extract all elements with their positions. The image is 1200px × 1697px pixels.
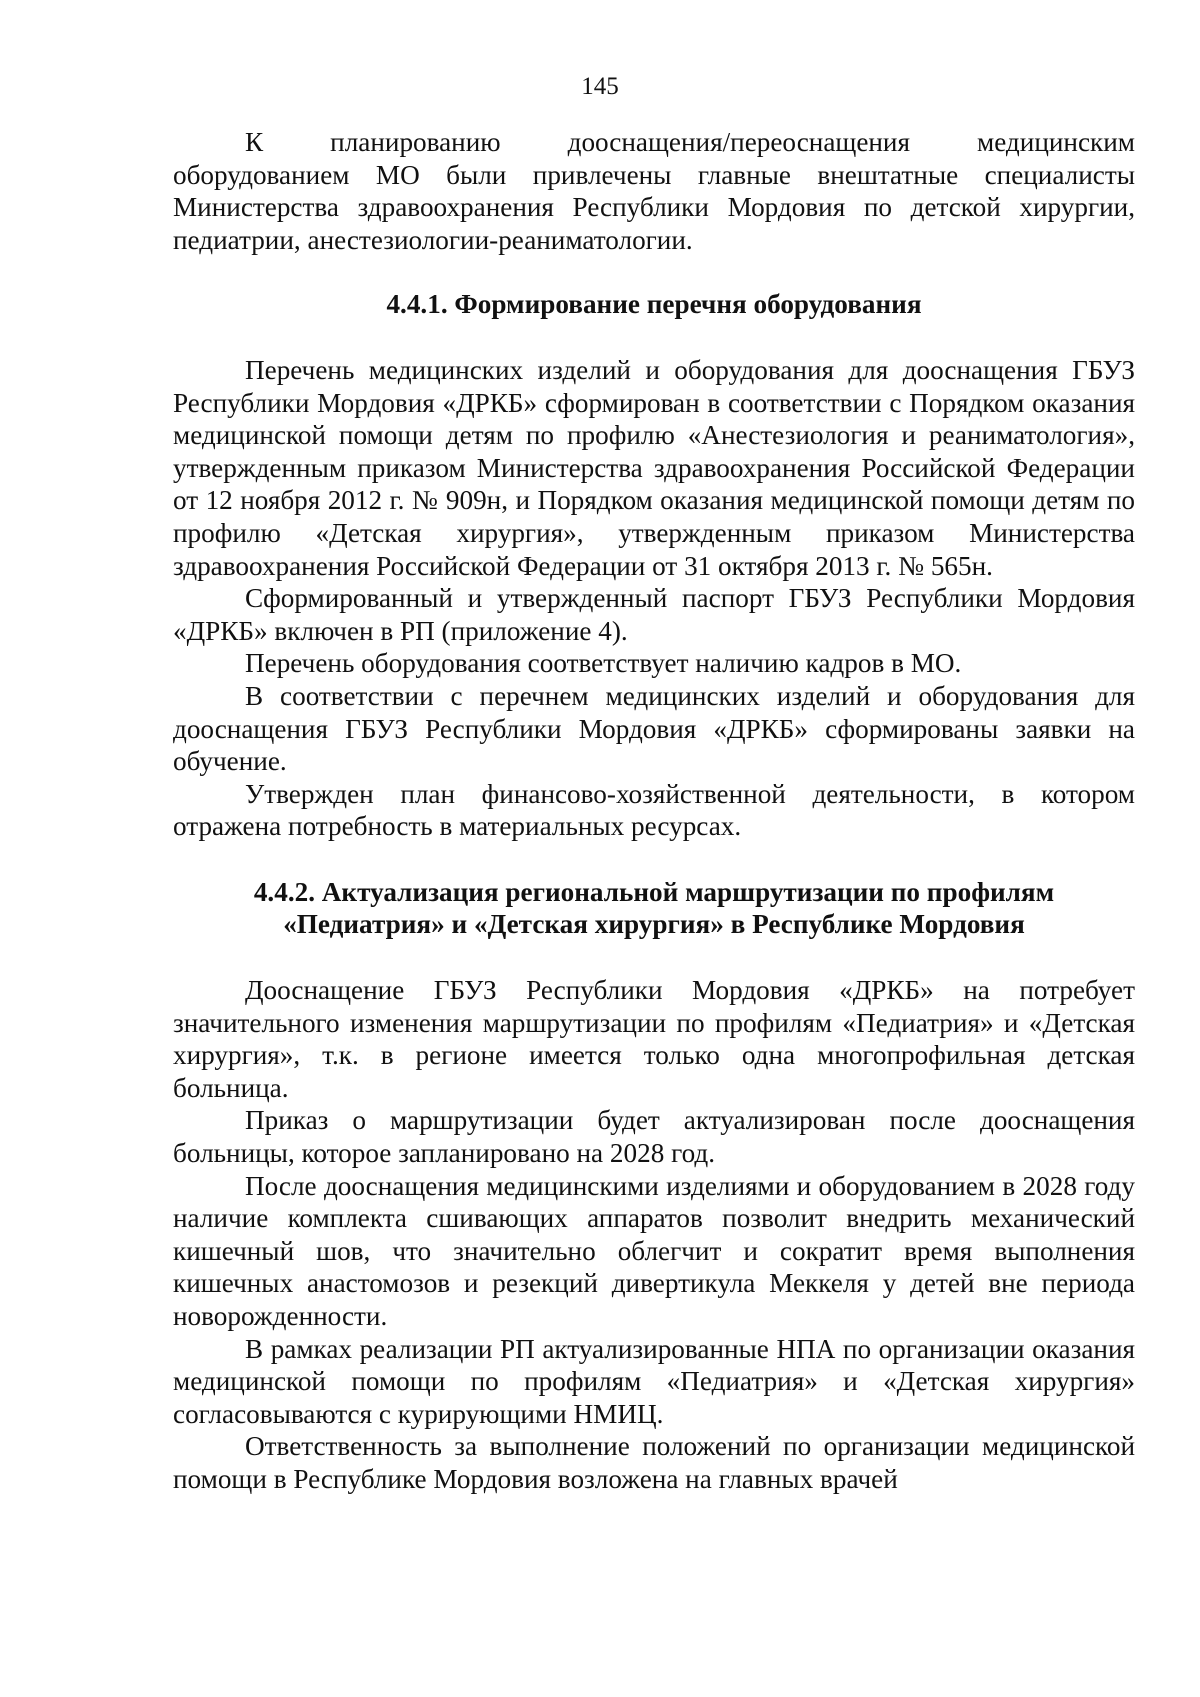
paragraph: В соответствии с перечнем медицинских изделий и оборудования для дооснащения ГБУЗ Республики Мордовия «ДРКБ» сформированы заявки на обучение. [173,680,1135,777]
paragraph: Перечень медицинских изделий и оборудования для дооснащения ГБУЗ Республики Мордовия «ДРКБ» сформирован в соответствии с Порядком оказания медицинской помощи детям по профилю «Анестезиология и реаниматология», утвержденным приказом Министерства здравоохранения Российской Федерации от 12 ноября 2012 г. № 909н, и Порядком оказания медицинской помощи детям по профилю «Детская хирургия», утвержденным приказом Министерства здравоохранения Российской Федерации от 31 октября 2013 г. № 565н. [173,354,1135,581]
paragraph: После дооснащения медицинскими изделиями и оборудованием в 2028 году наличие комплекта сшивающих аппаратов позволит внедрить механический кишечный шов, что значительно облегчит и сократит время выполнения кишечных анастомозов и резекций дивертикула Меккеля у детей вне периода новорожденности. [173,1170,1135,1331]
page-body [173,126,1135,1496]
section-heading-4-4-2: 4.4.2. Актуализация региональной маршрутизации по профилям «Педиатрия» и «Детская хирургия» в Республике Мордовия [253,876,1055,940]
page-number: 145 [581,73,619,100]
section-heading-4-4-1: 4.4.1. Формирование перечня оборудования [386,289,922,320]
intro-paragraph: К планированию дооснащения/переоснащения медицинским оборудованием МО были привлечены главные внештатные специалисты Министерства здравоохранения Республики Мордовия по детской хирургии, педиатрии, анестезиологии-реаниматологии. [173,127,1135,255]
paragraph: Утвержден план финансово-хозяйственной деятельности, в котором отражена потребность в материальных ресурсах. [173,778,1135,842]
paragraph: Приказ о маршрутизации будет актуализирован после дооснащения больницы, которое запланировано на 2028 год. [173,1105,1135,1169]
paragraph: В рамках реализации РП актуализированные НПА по организации оказания медицинской помощи по профилям «Педиатрия» и «Детская хирургия» согласовываются с курирующими НМИЦ. [173,1333,1135,1429]
paragraph-continued: Ответственность за выполнение положений по организации медицинской помощи в Республике Мордовия возложена на главных врачей [173,1431,1135,1494]
paragraph: Сформированный и утвержденный паспорт ГБУЗ Республики Мордовия «ДРКБ» включен в РП (приложение 4). [173,583,1135,646]
paragraph: Перечень оборудования соответствует наличию кадров в МО. [245,648,962,679]
paragraph: Дооснащение ГБУЗ Республики Мордовия «ДРКБ» на потребует значительного изменения маршрутизации по профилям «Педиатрия» и «Детская хирургия», т.к. в регионе имеется только одна многопрофильная детская больница. [173,975,1135,1103]
